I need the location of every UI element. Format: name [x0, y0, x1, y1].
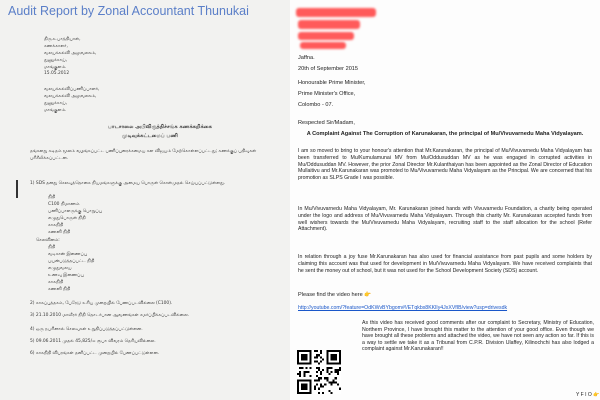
- list-item: எழுதுவலய: [48, 266, 72, 271]
- qr-module: [335, 369, 337, 371]
- qr-module: [316, 367, 318, 369]
- qr-module: [320, 352, 322, 354]
- letter-place: Jaffna.: [298, 55, 315, 61]
- qr-code[interactable]: [297, 350, 341, 394]
- qr-module: [331, 392, 333, 394]
- qr-module: [337, 373, 339, 375]
- list-item: எழுதுபொருள் நிதி: [48, 216, 86, 221]
- recipient-line: Honourable Prime Minister,: [298, 80, 366, 86]
- paragraph-3: In relation through a joy fuse Mr.Karunakaran has also used for financial assistance from past pupils and some holders by claiming this account was that used for development in Mu/Vivuvarnedu Maha Vidyalayam. We have received complaints that he sent the money out of school, but it was not used for the School Development Society (SDS) account.: [298, 254, 592, 274]
- salutation: Respected Sir/Madam,: [298, 120, 355, 126]
- qr-module: [314, 360, 316, 362]
- qr-module: [299, 367, 301, 369]
- qr-module: [331, 371, 333, 373]
- sender-line: துணுக்காய்,: [44, 58, 68, 63]
- finding-item: 2) காசுப்புத்தகம், பேரேடு உரிய முறையில் பேணப்படவில்லை (C100).: [30, 301, 173, 306]
- qr-module: [316, 379, 318, 381]
- qr-module: [326, 379, 328, 381]
- page-signoff: Y F I O 👉: [576, 392, 600, 398]
- sender-line: வலயக்கல்வி அலுவலகம்,: [44, 51, 97, 56]
- qr-module: [328, 390, 330, 392]
- qr-module: [303, 375, 305, 377]
- margin-mark: [16, 180, 18, 198]
- recipient-line: வலயக்கல்வி அலுவலகம்,: [44, 94, 97, 99]
- video-link-label: Please find the video here 👉: [298, 292, 372, 298]
- qr-module: [328, 373, 330, 375]
- redacted-sender-name: [296, 8, 376, 17]
- qr-module: [303, 371, 305, 373]
- qr-module: [333, 381, 335, 383]
- qr-module: [314, 388, 316, 390]
- finding-item: 4) ஒரு நபரினால் செலவுகள் உறுதிப்படுத்தப்பட்டுள்ளன.: [30, 327, 143, 332]
- qr-module: [335, 381, 337, 383]
- list-item: கணனி நிதி: [48, 287, 71, 292]
- qr-module: [316, 350, 318, 352]
- qr-module: [314, 356, 316, 358]
- qr-module: [320, 350, 322, 352]
- subject-line: பாடசாலை அபிவிருத்திச்சங்க கணக்கறிக்கை: [108, 124, 213, 130]
- qr-module: [328, 367, 330, 369]
- qr-module: [303, 373, 305, 375]
- qr-module: [316, 356, 318, 358]
- list-item: கணனி நிதி: [48, 230, 71, 235]
- qr-module: [324, 377, 326, 379]
- qr-module: [316, 354, 318, 356]
- qr-module: [337, 371, 339, 373]
- list-item: காசுநிதி: [48, 223, 64, 228]
- qr-module: [326, 369, 328, 371]
- complaint-subject: A Complaint Against The Corruption of Karunakaran, the principal of Mu/Vivuvarnedu Maha Vidyalayam.: [306, 131, 584, 137]
- recipient-line: துணுக்காய்,: [44, 101, 68, 106]
- qr-module: [339, 369, 341, 371]
- document-title: Audit Report by Zonal Accountant Thunukai: [8, 4, 249, 18]
- qr-module: [299, 375, 301, 377]
- qr-module: [322, 369, 324, 371]
- video-url-link[interactable]: http://youtube.com/?feature=OdKWvBYbgom#!/ETqkbx8KKlIy4JxXVfIB/view?usp=drivesdk: [298, 305, 508, 311]
- sender-line: திரு.உபாத்தியாள்,: [44, 37, 81, 42]
- qr-module: [320, 384, 322, 386]
- letter-date: 20th of September 2015: [298, 66, 359, 72]
- english-complaint-letter-page: [290, 0, 600, 400]
- qr-module: [335, 377, 337, 379]
- qr-module: [314, 386, 316, 388]
- qr-module: [328, 381, 330, 383]
- sender-line: கணக்காளர்,: [44, 44, 68, 49]
- intro-paragraph: தங்களது கடிதம் மூலம் வழங்கப்பட்ட பணிப்புரைக்கமைய கள விஜயம் மேற்கொள்ளப்பட்டது; கணக்குப் பதிவுகள் பரிசீலிக்கப்பட்டன.: [30, 149, 257, 161]
- qr-module: [322, 392, 324, 394]
- qr-module: [320, 371, 322, 373]
- qr-module: [316, 360, 318, 362]
- recipient-line: வலயக்கல்விப்பணிப்பாளர்,: [44, 87, 100, 92]
- list-item: உணவு இணைப்பு: [48, 273, 84, 278]
- list-item: நிதி: [48, 245, 56, 250]
- list-item: பணிப்பாளருக்கு பொறுப்பு: [48, 209, 102, 214]
- qr-module: [322, 358, 324, 360]
- qr-module: [318, 377, 320, 379]
- qr-module: [316, 375, 318, 377]
- qr-module: [322, 386, 324, 388]
- qr-module: [339, 388, 341, 390]
- qr-module: [333, 379, 335, 381]
- qr-module: [305, 371, 307, 373]
- qr-module: [318, 367, 320, 369]
- list-item: நிதி: [48, 195, 56, 200]
- qr-finder-center: [331, 354, 337, 360]
- qr-module: [314, 379, 316, 381]
- qr-module: [324, 384, 326, 386]
- qr-module: [318, 388, 320, 390]
- qr-module: [331, 381, 333, 383]
- qr-module: [318, 363, 320, 365]
- redacted-sender-address: [300, 42, 346, 49]
- list-item: C100 நிமாணம்: [48, 202, 80, 207]
- qr-module: [337, 384, 339, 386]
- qr-module: [339, 367, 341, 369]
- qr-module: [310, 375, 312, 377]
- qr-module: [301, 367, 303, 369]
- qr-module: [326, 367, 328, 369]
- qr-module: [316, 384, 318, 386]
- qr-module: [318, 379, 320, 381]
- qr-module: [331, 384, 333, 386]
- qr-module: [326, 371, 328, 373]
- section-heading: செலவினம்:: [36, 238, 60, 243]
- finding-item: 5) 09.06.2011 முதல் 45,825/= ரூபா விவரம் தெரியவில்லை.: [30, 339, 156, 344]
- qr-module: [305, 367, 307, 369]
- qr-finder-center: [301, 384, 307, 390]
- finding-item: 3) 21.10.2010 மாவீரர் நிதி தொடர்பான ஆவணங்கள் சமர்ப்பிக்கப்படவில்லை.: [30, 313, 189, 318]
- qr-module: [320, 356, 322, 358]
- qr-module: [331, 367, 333, 369]
- qr-module: [320, 386, 322, 388]
- qr-module: [316, 371, 318, 373]
- paragraph-4: As this video has received good comments after our complaint to Secretary, Ministry of Education, Northern Province, I have brought this matter to the attention of your good office. Even though we have brought all these problems and attached the video, we have not seen any action so far. If this is a way to settle we take it as a Tribunal from C.P.R. Division Ulaffey, Kilinochchi has also lodged a complaint against Mr.Karunakaran!!: [362, 320, 594, 353]
- recipient-line: Colombo - 07.: [298, 102, 334, 108]
- qr-module: [307, 371, 309, 373]
- paragraph-1: I am so moved to bring to your honour's attention that Mr.Karunakaran, the principal of Mu/Vivuvarnedu Maha Vidyalayam has been transferred to Mu/Kumulamunai MV from Mu/Oddusuddan MV as he was engaged in corrupted activities in Mu/Oddusuddan MV. However, the prior Zonal Director Mr.Kulanthaiyan has been appointed as the Zonal Director of Education Mullaitivu and Mr.Karunakaran was promoted to Mu/Vivuvarnedu Maha Vidyalayam as the Principal. We are concerned that his promotion as SLPS Grade I was possible.: [298, 148, 592, 182]
- qr-module: [299, 373, 301, 375]
- qr-module: [310, 367, 312, 369]
- qr-module: [299, 371, 301, 373]
- paragraph-2: In Mu/Vivuvarnedu Maha Vidyalayam, Mr. Karunakaran joined hands with Vivuvarnedu Foundation, a charity being operated under the logo and address of Mu/Vivuvarnedu Maha Vidyalayam. Through this charity Mr. Karunakaran accepted funds from well wishers towards the Mu/Vivuvarnedu Maha Vidyalayam, recruiting staff to the staff allocation for the school (Refer Attachment).: [298, 206, 592, 233]
- sender-line: மாங்குளம்.: [44, 65, 67, 70]
- recipient-line: மாங்குளம்.: [44, 108, 67, 113]
- recipient-line: Prime Minister's Office,: [298, 91, 356, 97]
- list-item: காசுநிதி: [48, 280, 64, 285]
- list-item: பயன்படுத்தப்பட்ட நிதி: [48, 259, 95, 264]
- qr-module: [318, 392, 320, 394]
- qr-module: [297, 373, 299, 375]
- finding-item: 6) காசுநிதி விபரங்கள் தனிப்பட்ட முறையில் பேணப்பட்டுள்ளன.: [30, 351, 160, 356]
- qr-module: [335, 371, 337, 373]
- qr-module: [314, 350, 316, 352]
- qr-module: [337, 369, 339, 371]
- qr-module: [318, 354, 320, 356]
- qr-module: [326, 377, 328, 379]
- qr-module: [318, 369, 320, 371]
- redacted-sender-address: [298, 32, 354, 40]
- qr-module: [320, 360, 322, 362]
- redacted-sender-address: [298, 20, 360, 29]
- subject-line: முடிவுக்கட்டமைப் பணி: [122, 133, 179, 139]
- letter-date: 15.05.2012: [44, 71, 70, 76]
- qr-finder-center: [301, 354, 307, 360]
- qr-module: [320, 373, 322, 375]
- tamil-audit-letter-page: [0, 0, 290, 400]
- section-heading: 1) SDS தனது செலவுத்தொகை நியமங்களுக்கு அமைய பொருள் கொள்முதல் செய்யப்பட்டுள்ளது.: [30, 181, 226, 186]
- qr-module: [320, 377, 322, 379]
- list-item: வடிகான் இணைப்பு: [48, 252, 87, 257]
